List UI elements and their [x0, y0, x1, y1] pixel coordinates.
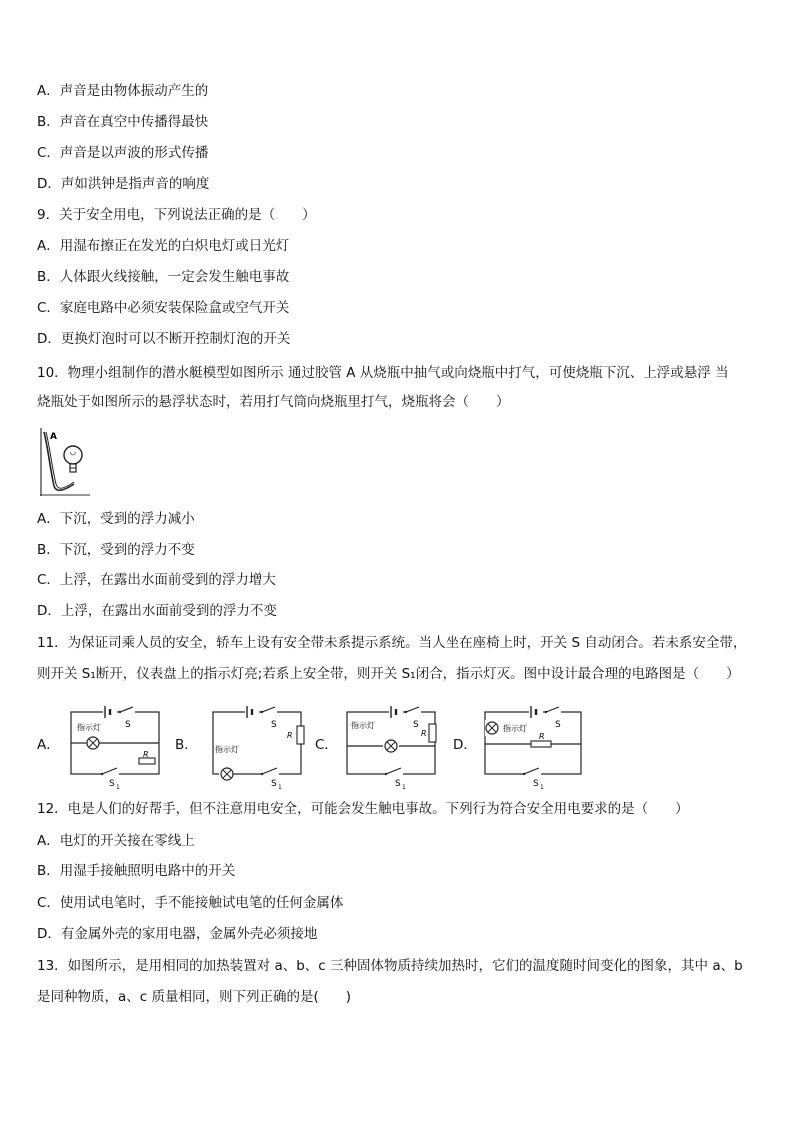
q10-option-c: C．上浮，在露出水面前受到的浮力增大	[37, 572, 276, 588]
svg-text:指示灯: 指示灯	[351, 721, 375, 730]
q11-circuit-options	[37, 700, 777, 792]
svg-text:指示灯: 指示灯	[215, 745, 239, 754]
circuit-c	[341, 700, 441, 792]
svg-text:指示灯: 指示灯	[503, 724, 527, 733]
svg-text:S: S	[555, 720, 561, 730]
svg-text:S: S	[395, 779, 401, 789]
svg-text:S: S	[271, 779, 277, 789]
q10-option-d: D．上浮，在露出水面前受到的浮力不变	[37, 603, 277, 619]
q12-option-a: A．电灯的开关接在零线上	[37, 833, 195, 849]
q10-stem-line2: 烧瓶处于如图所示的悬浮状态时，若用打气筒向烧瓶里打气，烧瓶将会（ ）	[37, 394, 510, 410]
svg-text:S: S	[125, 720, 131, 730]
q10-option-a: A．下沉，受到的浮力减小	[37, 511, 195, 527]
q8-option-a: A．声音是由物体振动产生的	[37, 83, 209, 99]
q8-option-b: B．声音在真空中传播得最快	[37, 114, 209, 130]
q9-option-a: A．用湿布擦正在发光的白炽电灯或日光灯	[37, 238, 290, 254]
q12-stem: 12．电是人们的好帮手，但不注意用电安全，可能会发生触电事故。下列行为符合安全用电要求的是（ ）	[37, 801, 689, 817]
svg-text:R: R	[421, 729, 427, 738]
svg-text:S: S	[109, 779, 115, 789]
circuit-a	[65, 700, 165, 792]
q11-option-a-label: A．	[37, 737, 60, 753]
q9-option-b: B．人体跟火线接触，一定会发生触电事故	[37, 269, 290, 285]
q11-stem-line2: 则开关 S₁断开，仪表盘上的指示灯亮;若系上安全带，则开关 S₁闭合，指示灯灭。图中设计最合理的电路图是（ ）	[37, 666, 740, 682]
svg-text:指示灯: 指示灯	[77, 723, 101, 732]
q12-option-c: C．使用试电笔时，手不能接触试电笔的任何金属体	[37, 895, 344, 911]
flask-model-figure	[40, 428, 90, 496]
q9-stem: 9．关于安全用电，下列说法正确的是（ ）	[37, 207, 316, 223]
q10-option-b: B．下沉，受到的浮力不变	[37, 542, 195, 558]
svg-text:S: S	[533, 779, 539, 789]
circuit-d	[479, 700, 589, 792]
svg-text:R: R	[143, 750, 149, 759]
svg-text:1: 1	[278, 784, 282, 791]
q9-option-d: D．更换灯泡时可以不断开控制灯泡的开关	[37, 331, 291, 347]
q12-option-b: B．用湿手接触照明电路中的开关	[37, 863, 236, 879]
svg-text:1: 1	[402, 784, 406, 791]
q12-option-d: D．有金属外壳的家用电器，金属外壳必须接地	[37, 926, 318, 942]
q11-option-b-label: B．	[175, 737, 198, 753]
q8-option-c: C．声音是以声波的形式传播	[37, 145, 209, 161]
svg-text:R: R	[287, 731, 293, 740]
q13-stem-line2: 是同种物质，a、c 质量相同，则下列正确的是( )	[37, 989, 352, 1005]
q8-option-d: D．声如洪钟是指声音的响度	[37, 176, 210, 192]
q10-stem-line1: 10．物理小组制作的潜水艇模型如图所示 通过胶管 A 从烧瓶中抽气或向烧瓶中打气，可使烧瓶下沉、上浮或悬浮 当	[37, 365, 729, 381]
q11-stem-line1: 11．为保证司乘人员的安全，轿车上设有安全带未系提示系统。当人坐在座椅上时，开关 S 自动闭合。若未系安全带，	[37, 635, 747, 651]
svg-text:S: S	[271, 720, 277, 730]
q13-stem-line1: 13．如图所示，是用相同的加热装置对 a、b、c 三种固体物质持续加热时，它们的温度随时间变化的图象，其中 a、b	[37, 958, 743, 974]
tube-label-a: A	[50, 432, 57, 442]
q9-option-c: C．家庭电路中必须安装保险盒或空气开关	[37, 300, 290, 316]
svg-text:1: 1	[116, 784, 120, 791]
svg-text:R: R	[539, 732, 545, 741]
q11-option-d-label: D．	[453, 737, 477, 753]
q11-option-c-label: C．	[315, 737, 338, 753]
circuit-b	[207, 700, 307, 792]
svg-text:S: S	[413, 720, 419, 730]
svg-text:1: 1	[540, 784, 544, 791]
